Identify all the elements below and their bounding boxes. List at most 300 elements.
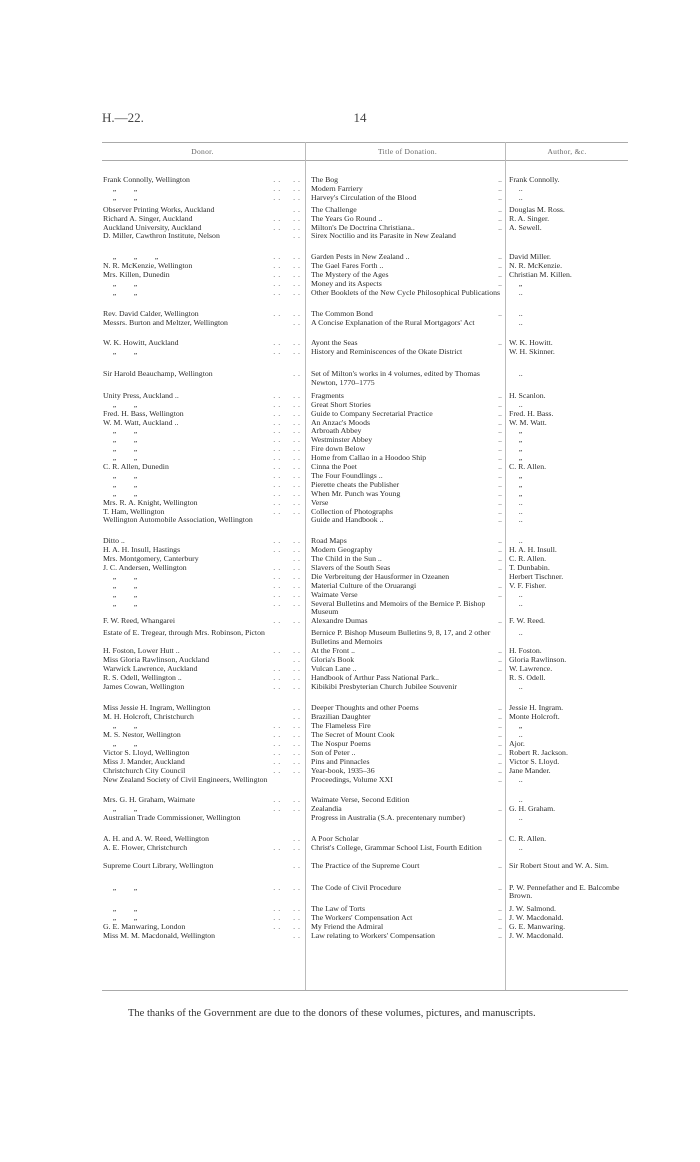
author-cell: .. bbox=[509, 629, 523, 638]
title-cell: Money and its Aspects bbox=[311, 279, 382, 288]
title-leader-dots: .. bbox=[498, 176, 502, 184]
author-cell: .. bbox=[509, 184, 523, 193]
donor-leader-dots: .. .. bbox=[273, 262, 303, 271]
donor-leader-dots: .. .. bbox=[273, 748, 303, 757]
title-leader-dots: .. bbox=[498, 555, 502, 563]
title-leader-dots: .. bbox=[498, 647, 502, 655]
donor-leader-dots: .. .. bbox=[273, 445, 303, 454]
donor-cell: Estate of E. Tregear, through Mrs. Robinson, Picton bbox=[103, 629, 265, 638]
title-leader-dots: .. bbox=[498, 391, 502, 400]
donor-leader-dots: .. .. bbox=[273, 766, 303, 775]
title-cell: Progress in Australia (S.A. precentenary number) bbox=[311, 814, 465, 823]
donor-leader-dots: .. .. bbox=[273, 682, 303, 691]
author-cell: David Miller. bbox=[509, 253, 552, 262]
donor-cell: N. R. McKenzie, Wellington bbox=[103, 262, 193, 271]
title-leader-dots: .. bbox=[498, 581, 502, 590]
donor-cell: Fred. H. Bass, Wellington bbox=[103, 409, 184, 418]
title-cell: The Child in the Sun .. bbox=[311, 555, 382, 563]
donor-leader-dots: .. .. bbox=[273, 471, 303, 480]
donor-cell: Mrs. Montgomery, Canterbury bbox=[103, 555, 199, 563]
donor-cell: New Zealand Society of Civil Engineers, Wellington bbox=[103, 775, 268, 784]
title-cell: Guide and Handbook .. bbox=[311, 516, 384, 525]
title-leader-dots: .. bbox=[498, 546, 502, 555]
title-leader-dots: .. bbox=[498, 418, 502, 427]
title-leader-dots: .. bbox=[498, 253, 502, 262]
title-leader-dots: .. bbox=[498, 835, 502, 843]
donor-cell: „ „ bbox=[103, 427, 138, 436]
title-leader-dots: .. bbox=[498, 205, 502, 214]
title-cell: Arbroath Abbey bbox=[311, 427, 362, 436]
author-cell: H. Scanlon. bbox=[509, 391, 546, 400]
title-cell: The Flameless Fire bbox=[311, 722, 371, 731]
donor-leader-dots: .. .. bbox=[273, 617, 303, 626]
donor-cell: Wellington Automobile Association, Wellington bbox=[103, 516, 253, 525]
title-cell: Waimate Verse, Second Edition bbox=[311, 796, 410, 805]
title-cell: Slavers of the South Seas bbox=[311, 563, 391, 572]
title-leader-dots: .. bbox=[498, 914, 502, 923]
title-leader-dots: .. bbox=[498, 775, 502, 784]
title-leader-dots: .. bbox=[498, 489, 502, 498]
donor-cell: A. H. and A. W. Reed, Wellington bbox=[103, 835, 209, 843]
donor-cell: „ „ bbox=[103, 489, 138, 498]
donor-cell: „ „ bbox=[103, 581, 138, 590]
donor-cell: „ „ bbox=[103, 805, 138, 814]
author-cell: C. R. Allen. bbox=[509, 463, 547, 471]
author-cell: „ bbox=[509, 471, 523, 480]
author-cell: .. bbox=[509, 318, 523, 327]
title-cell: Modern Farriery bbox=[311, 184, 363, 193]
donor-leader-dots: .. .. bbox=[273, 176, 303, 184]
author-cell: G. H. Graham. bbox=[509, 805, 556, 814]
donor-leader-dots: .. .. bbox=[273, 796, 303, 805]
donor-cell: W. M. Watt, Auckland .. bbox=[103, 418, 179, 427]
author-cell: .. bbox=[509, 400, 523, 409]
title-cell: Ayont the Seas bbox=[311, 339, 358, 348]
title-cell: Gloria's Book bbox=[311, 655, 355, 664]
donor-leader-dots: .. .. bbox=[273, 498, 303, 507]
donor-leader-dots: .. .. bbox=[273, 427, 303, 436]
author-cell: Gloria Rawlinson. bbox=[509, 655, 567, 664]
author-cell: „ bbox=[509, 427, 523, 436]
author-cell: .. bbox=[509, 775, 523, 784]
title-cell: Year-book, 1935–36 bbox=[311, 766, 375, 775]
title-leader-dots: .. bbox=[498, 184, 502, 193]
title-leader-dots: .. bbox=[498, 722, 502, 731]
title-leader-dots: .. bbox=[498, 498, 502, 507]
author-cell: Robert R. Jackson. bbox=[509, 748, 568, 757]
title-cell: A Concise Explanation of the Rural Mortgagors' Act bbox=[311, 318, 475, 327]
author-cell: C. R. Allen. bbox=[509, 835, 547, 843]
donor-leader-dots: .. .. bbox=[273, 339, 303, 348]
donor-cell: Miss Jessie H. Ingram, Wellington bbox=[103, 704, 211, 713]
author-cell: .. bbox=[509, 516, 523, 525]
donor-cell: Australian Trade Commissioner, Wellington bbox=[103, 814, 241, 823]
author-cell: P. W. Pennefather and E. Balcombe Brown. bbox=[509, 883, 622, 901]
title-leader-dots: .. bbox=[498, 805, 502, 814]
author-cell: W. H. Skinner. bbox=[509, 348, 555, 357]
donor-leader-dots: .. .. bbox=[273, 914, 303, 923]
donor-cell: „ „ bbox=[103, 480, 138, 489]
author-cell: R. A. Singer. bbox=[509, 214, 550, 223]
title-leader-dots: .. bbox=[498, 400, 502, 409]
title-cell: The Code of Civil Procedure bbox=[311, 883, 402, 892]
author-cell: „ bbox=[509, 722, 523, 731]
donor-cell: R. S. Odell, Wellington .. bbox=[103, 673, 182, 682]
table-bottom-rule bbox=[102, 990, 628, 991]
donor-cell: „ „ bbox=[103, 883, 138, 892]
donor-leader-dots: .. .. bbox=[273, 436, 303, 445]
author-cell: .. bbox=[509, 682, 523, 691]
title-cell: Material Culture of the Oruarangi bbox=[311, 581, 417, 590]
title-leader-dots: .. bbox=[498, 766, 502, 775]
donor-cell: Auckland University, Auckland bbox=[103, 223, 202, 232]
donor-leader-dots: .. .. bbox=[273, 599, 303, 608]
title-cell: Deeper Thoughts and other Poems bbox=[311, 704, 419, 713]
author-cell: Jane Mander. bbox=[509, 766, 551, 775]
title-cell: Modern Geography bbox=[311, 546, 373, 555]
title-leader-dots: .. bbox=[498, 704, 502, 713]
title-cell: A Poor Scholar bbox=[311, 835, 359, 843]
donor-cell: Mrs. G. H. Graham, Waimate bbox=[103, 796, 195, 805]
author-cell: „ bbox=[509, 436, 523, 445]
donor-leader-dots: .. .. bbox=[273, 546, 303, 555]
title-leader-dots: .. bbox=[498, 516, 502, 525]
donor-cell: „ „ bbox=[103, 905, 138, 914]
title-leader-dots: .. bbox=[498, 617, 502, 626]
donor-cell: „ „ bbox=[103, 348, 138, 357]
title-cell: The Bog bbox=[311, 176, 339, 184]
title-leader-dots: .. bbox=[498, 923, 502, 932]
author-cell: H. A. H. Insull. bbox=[509, 546, 557, 555]
donor-leader-dots: .. .. bbox=[273, 563, 303, 572]
donor-cell: „ „ bbox=[103, 740, 138, 748]
title-leader-dots: .. bbox=[498, 214, 502, 223]
report-reference: H.—22. bbox=[102, 110, 144, 125]
title-cell: Fire down Below bbox=[311, 445, 366, 454]
title-leader-dots: .. bbox=[498, 713, 502, 722]
donor-leader-dots: .. bbox=[293, 318, 303, 327]
donor-leader-dots: .. .. bbox=[273, 590, 303, 599]
author-cell: A. Sewell. bbox=[509, 223, 542, 232]
donor-cell: W. K. Howitt, Auckland bbox=[103, 339, 179, 348]
title-leader-dots: .. bbox=[498, 757, 502, 766]
title-cell: Kibikibi Presbyterian Church Jubilee Souvenir bbox=[311, 682, 457, 691]
donor-leader-dots: .. .. bbox=[273, 400, 303, 409]
donor-leader-dots: .. .. bbox=[273, 391, 303, 400]
title-leader-dots: .. bbox=[498, 279, 502, 288]
title-cell: Alexandre Dumas bbox=[311, 617, 368, 626]
title-cell: The Workers' Compensation Act bbox=[311, 914, 413, 923]
donor-leader-dots: .. .. bbox=[273, 271, 303, 279]
donor-leader-dots: .. .. bbox=[273, 223, 303, 232]
title-cell: Bernice P. Bishop Museum Bulletins 9, 8, 17, and 2 other Bulletins and Memoirs bbox=[311, 629, 493, 647]
author-cell: .. bbox=[509, 590, 523, 599]
title-leader-dots: .. bbox=[498, 905, 502, 914]
title-leader-dots: .. bbox=[498, 731, 502, 740]
title-cell: The Secret of Mount Cook bbox=[311, 731, 395, 740]
donor-cell: D. Miller, Cawthron Institute, Nelson bbox=[103, 232, 220, 241]
title-cell: Westminster Abbey bbox=[311, 436, 373, 445]
donor-leader-dots: .. .. bbox=[273, 463, 303, 471]
donor-leader-dots: .. .. bbox=[273, 279, 303, 288]
title-cell: The Law of Torts bbox=[311, 905, 366, 914]
author-cell: Victor S. Lloyd. bbox=[509, 757, 560, 766]
donor-leader-dots: .. .. bbox=[273, 572, 303, 581]
donor-cell: „ „ bbox=[103, 599, 138, 608]
author-cell: R. S. Odell. bbox=[509, 673, 546, 682]
title-cell: An Anzac's Moods bbox=[311, 418, 371, 427]
author-cell: .. bbox=[509, 814, 523, 823]
title-cell: Collection of Photographs bbox=[311, 507, 393, 516]
donor-leader-dots: .. .. bbox=[273, 740, 303, 748]
title-cell: Brazilian Daughter bbox=[311, 713, 371, 722]
author-cell: W. K. Howitt. bbox=[509, 339, 553, 348]
title-cell: The Gael Fares Forth .. bbox=[311, 262, 384, 271]
author-cell: „ bbox=[509, 454, 523, 463]
donor-cell: James Cowan, Wellington bbox=[103, 682, 185, 691]
donor-cell: Observer Printing Works, Auckland bbox=[103, 205, 215, 214]
title-cell: The Common Bond bbox=[311, 309, 373, 318]
author-cell: .. bbox=[509, 843, 523, 852]
author-cell: .. bbox=[509, 507, 523, 516]
title-cell: Die Verbreitung der Hausformer in Ozeanen bbox=[311, 572, 450, 581]
title-leader-dots: .. bbox=[498, 445, 502, 454]
donor-cell: M. S. Nestor, Wellington bbox=[103, 731, 181, 740]
title-cell: Road Maps bbox=[311, 537, 347, 546]
title-leader-dots: .. bbox=[498, 427, 502, 436]
author-cell: Herbert Tischner. bbox=[509, 572, 564, 581]
title-cell: Other Booklets of the New Cycle Philosophical Publications bbox=[311, 288, 501, 297]
title-cell: Zealandia bbox=[311, 805, 342, 814]
title-leader-dots: .. bbox=[498, 436, 502, 445]
donor-leader-dots: .. .. bbox=[273, 673, 303, 682]
donor-cell: Mrs. Killen, Dunedin bbox=[103, 271, 170, 279]
donor-cell: J. C. Andersen, Wellington bbox=[103, 563, 187, 572]
donor-cell: Frank Connolly, Wellington bbox=[103, 176, 190, 184]
donor-cell: „ „ bbox=[103, 914, 138, 923]
title-leader-dots: .. bbox=[498, 655, 502, 664]
title-leader-dots: .. bbox=[498, 590, 502, 599]
title-leader-dots: .. bbox=[498, 883, 502, 892]
donor-leader-dots: .. .. bbox=[273, 722, 303, 731]
title-cell: Proceedings, Volume XXI bbox=[311, 775, 393, 784]
title-cell: The Four Foundlings .. bbox=[311, 471, 383, 480]
author-cell: Frank Connolly. bbox=[509, 176, 560, 184]
title-cell: The Challenge bbox=[311, 205, 357, 214]
title-cell: Sirex Noctilio and its Parasite in New Zealand bbox=[311, 232, 456, 241]
title-cell: Harvey's Circulation of the Blood bbox=[311, 193, 417, 202]
author-cell: .. bbox=[509, 537, 523, 546]
author-cell: Douglas M. Ross. bbox=[509, 205, 565, 214]
title-cell: Waimate Verse bbox=[311, 590, 358, 599]
author-cell: C. R. Allen. bbox=[509, 555, 547, 563]
donor-cell: „ „ bbox=[103, 445, 138, 454]
author-cell: J. W. Salmond. bbox=[509, 905, 557, 914]
donor-leader-dots: .. .. bbox=[273, 184, 303, 193]
donor-leader-dots: .. .. bbox=[273, 664, 303, 673]
donor-cell: H. A. H. Insull, Hastings bbox=[103, 546, 181, 555]
donor-cell: Miss J. Mander, Auckland bbox=[103, 757, 185, 766]
author-cell: „ bbox=[509, 489, 523, 498]
donor-leader-dots: .. .. bbox=[273, 418, 303, 427]
donor-cell: H. Foston, Lower Hutt .. bbox=[103, 647, 180, 655]
donor-cell: G. E. Manwaring, London bbox=[103, 923, 186, 932]
author-cell: Christian M. Killen. bbox=[509, 271, 572, 279]
title-leader-dots: .. bbox=[498, 193, 502, 202]
title-cell: The Practice of the Supreme Court bbox=[311, 861, 420, 870]
title-leader-dots: .. bbox=[498, 480, 502, 489]
author-cell: W. Lawrence. bbox=[509, 664, 553, 673]
author-cell: Sir Robert Stout and W. A. Sim. bbox=[509, 861, 609, 870]
title-cell: At the Front .. bbox=[311, 647, 355, 655]
title-cell: The Years Go Round .. bbox=[311, 214, 383, 223]
author-cell: J. W. Macdonald. bbox=[509, 914, 564, 923]
author-cell: Ajor. bbox=[509, 740, 525, 748]
donor-cell: Victor S. Lloyd, Wellington bbox=[103, 748, 190, 757]
donor-cell: Mrs. R. A. Knight, Wellington bbox=[103, 498, 198, 507]
author-cell: J. W. Macdonald. bbox=[509, 932, 564, 940]
donor-leader-dots: .. bbox=[293, 555, 303, 563]
title-leader-dots: .. bbox=[498, 262, 502, 271]
author-cell: Fred. H. Bass. bbox=[509, 409, 554, 418]
donor-cell: Warwick Lawrence, Auckland bbox=[103, 664, 198, 673]
donor-cell: Rev. David Calder, Wellington bbox=[103, 309, 199, 318]
donor-cell: Ditto .. bbox=[103, 537, 125, 546]
title-cell: The Mystery of the Ages bbox=[311, 271, 389, 279]
donor-leader-dots: .. .. bbox=[273, 905, 303, 914]
title-leader-dots: .. bbox=[498, 309, 502, 318]
donor-leader-dots: .. bbox=[293, 861, 303, 870]
donor-cell: A. E. Flower, Christchurch bbox=[103, 843, 188, 852]
title-leader-dots: .. bbox=[498, 463, 502, 471]
author-cell: .. bbox=[509, 599, 523, 608]
title-cell: Garden Pests in New Zealand .. bbox=[311, 253, 410, 262]
title-cell: Guide to Company Secretarial Practice bbox=[311, 409, 433, 418]
donor-leader-dots: .. .. bbox=[273, 731, 303, 740]
donor-leader-dots: .. bbox=[293, 205, 303, 214]
author-cell: N. R. McKenzie. bbox=[509, 262, 563, 271]
title-cell: Great Short Stories bbox=[311, 400, 371, 409]
donor-leader-dots: .. .. bbox=[273, 805, 303, 814]
donor-cell: Christchurch City Council bbox=[103, 766, 186, 775]
donor-leader-dots: .. .. bbox=[273, 923, 303, 932]
author-cell: .. bbox=[509, 193, 523, 202]
title-cell: Home from Callao in a Hoodoo Ship bbox=[311, 454, 427, 463]
title-leader-dots: .. bbox=[498, 471, 502, 480]
donor-leader-dots: .. .. bbox=[273, 489, 303, 498]
author-cell: F. W. Reed. bbox=[509, 617, 545, 626]
title-cell: History and Reminiscences of the Okate District bbox=[311, 348, 463, 357]
title-cell: Fragments bbox=[311, 391, 344, 400]
title-cell: Pierette cheats the Publisher bbox=[311, 480, 400, 489]
title-leader-dots: .. bbox=[498, 861, 502, 870]
donor-cell: F. W. Reed, Whangarei bbox=[103, 617, 175, 626]
donor-leader-dots: .. bbox=[293, 932, 303, 940]
column-header-donor: Donor. bbox=[191, 147, 214, 156]
title-cell: Set of Milton's works in 4 volumes, edited by Thomas Newton, 1770–1775 bbox=[311, 370, 482, 387]
title-leader-dots: .. bbox=[498, 454, 502, 463]
column-header-author: Author, &c. bbox=[547, 147, 587, 156]
donor-leader-dots: .. .. bbox=[273, 843, 303, 852]
donor-cell: „ „ „ bbox=[103, 253, 159, 262]
donor-leader-dots: .. .. bbox=[273, 253, 303, 262]
author-cell: .. bbox=[509, 370, 523, 378]
title-leader-dots: .. bbox=[498, 409, 502, 418]
donor-cell: „ „ bbox=[103, 288, 138, 297]
donor-leader-dots: .. .. bbox=[273, 348, 303, 357]
author-cell: H. Foston. bbox=[509, 647, 542, 655]
donor-leader-dots: .. .. bbox=[273, 454, 303, 463]
author-cell: .. bbox=[509, 498, 523, 507]
donor-leader-dots: .. .. bbox=[273, 647, 303, 655]
donor-cell: Messrs. Burton and Meltzer, Wellington bbox=[103, 318, 228, 327]
title-leader-dots: .. bbox=[498, 748, 502, 757]
donor-leader-dots: .. bbox=[293, 713, 303, 722]
title-cell: The Nospur Poems bbox=[311, 740, 371, 748]
title-cell: Several Bulletins and Memoirs of the Bernice P. Bishop Museum bbox=[311, 599, 488, 617]
title-cell: Handbook of Arthur Pass National Park.. bbox=[311, 673, 439, 682]
title-cell: Christ's College, Grammar School List, Fourth Edition bbox=[311, 843, 482, 852]
donor-cell: C. R. Allen, Dunedin bbox=[103, 463, 169, 471]
donor-cell: „ „ bbox=[103, 279, 138, 288]
title-cell: My Friend the Admiral bbox=[311, 923, 384, 932]
author-cell: Monte Holcroft. bbox=[509, 713, 560, 722]
page-number: 14 bbox=[353, 110, 367, 125]
donor-leader-dots: .. .. bbox=[273, 409, 303, 418]
donor-cell: Sir Harold Beauchamp, Wellington bbox=[103, 370, 213, 378]
donor-leader-dots: .. .. bbox=[273, 507, 303, 516]
donor-cell: Supreme Court Library, Wellington bbox=[103, 861, 214, 870]
author-cell: V. F. Fisher. bbox=[509, 581, 547, 590]
title-leader-dots: .. bbox=[498, 271, 502, 279]
donor-leader-dots: .. bbox=[293, 370, 303, 378]
donor-leader-dots: .. .. bbox=[273, 757, 303, 766]
donor-cell: „ „ bbox=[103, 454, 138, 463]
donor-leader-dots: .. bbox=[293, 655, 303, 664]
donor-leader-dots: .. .. bbox=[273, 288, 303, 297]
donor-leader-dots: .. .. bbox=[273, 480, 303, 489]
title-cell: Milton's De Doctrina Christiana.. bbox=[311, 223, 415, 232]
author-cell: W. M. Watt. bbox=[509, 418, 547, 427]
title-leader-dots: .. bbox=[498, 223, 502, 232]
donor-leader-dots: .. .. bbox=[273, 309, 303, 318]
donor-leader-dots: .. .. bbox=[273, 214, 303, 223]
donor-cell: „ „ bbox=[103, 184, 138, 193]
donor-cell: Unity Press, Auckland .. bbox=[103, 391, 179, 400]
title-cell: Son of Peter .. bbox=[311, 748, 356, 757]
donor-cell: „ „ bbox=[103, 400, 138, 409]
title-cell: Vulcan Lane .. bbox=[311, 664, 357, 673]
title-leader-dots: .. bbox=[498, 507, 502, 516]
column-header-title: Title of Donation. bbox=[377, 147, 438, 156]
donor-cell: „ „ bbox=[103, 436, 138, 445]
title-leader-dots: .. bbox=[498, 563, 502, 572]
donor-cell: Miss M. M. Macdonald, Wellington bbox=[103, 932, 216, 940]
donor-cell: Richard A. Singer, Auckland bbox=[103, 214, 193, 223]
donor-cell: „ „ bbox=[103, 572, 138, 581]
footer-note: The thanks of the Government are due to the donors of these volumes, pictures, and manuscripts. bbox=[128, 1008, 536, 1019]
donor-cell: „ „ bbox=[103, 471, 138, 480]
donor-leader-dots: .. .. bbox=[273, 581, 303, 590]
title-leader-dots: .. bbox=[498, 339, 502, 348]
donor-leader-dots: .. bbox=[293, 232, 303, 241]
author-cell: .. bbox=[509, 796, 523, 805]
title-cell: Verse bbox=[311, 498, 329, 507]
donor-cell: „ „ bbox=[103, 590, 138, 599]
donor-leader-dots: .. bbox=[293, 704, 303, 713]
donor-cell: „ „ bbox=[103, 193, 138, 202]
donor-leader-dots: .. .. bbox=[273, 883, 303, 892]
